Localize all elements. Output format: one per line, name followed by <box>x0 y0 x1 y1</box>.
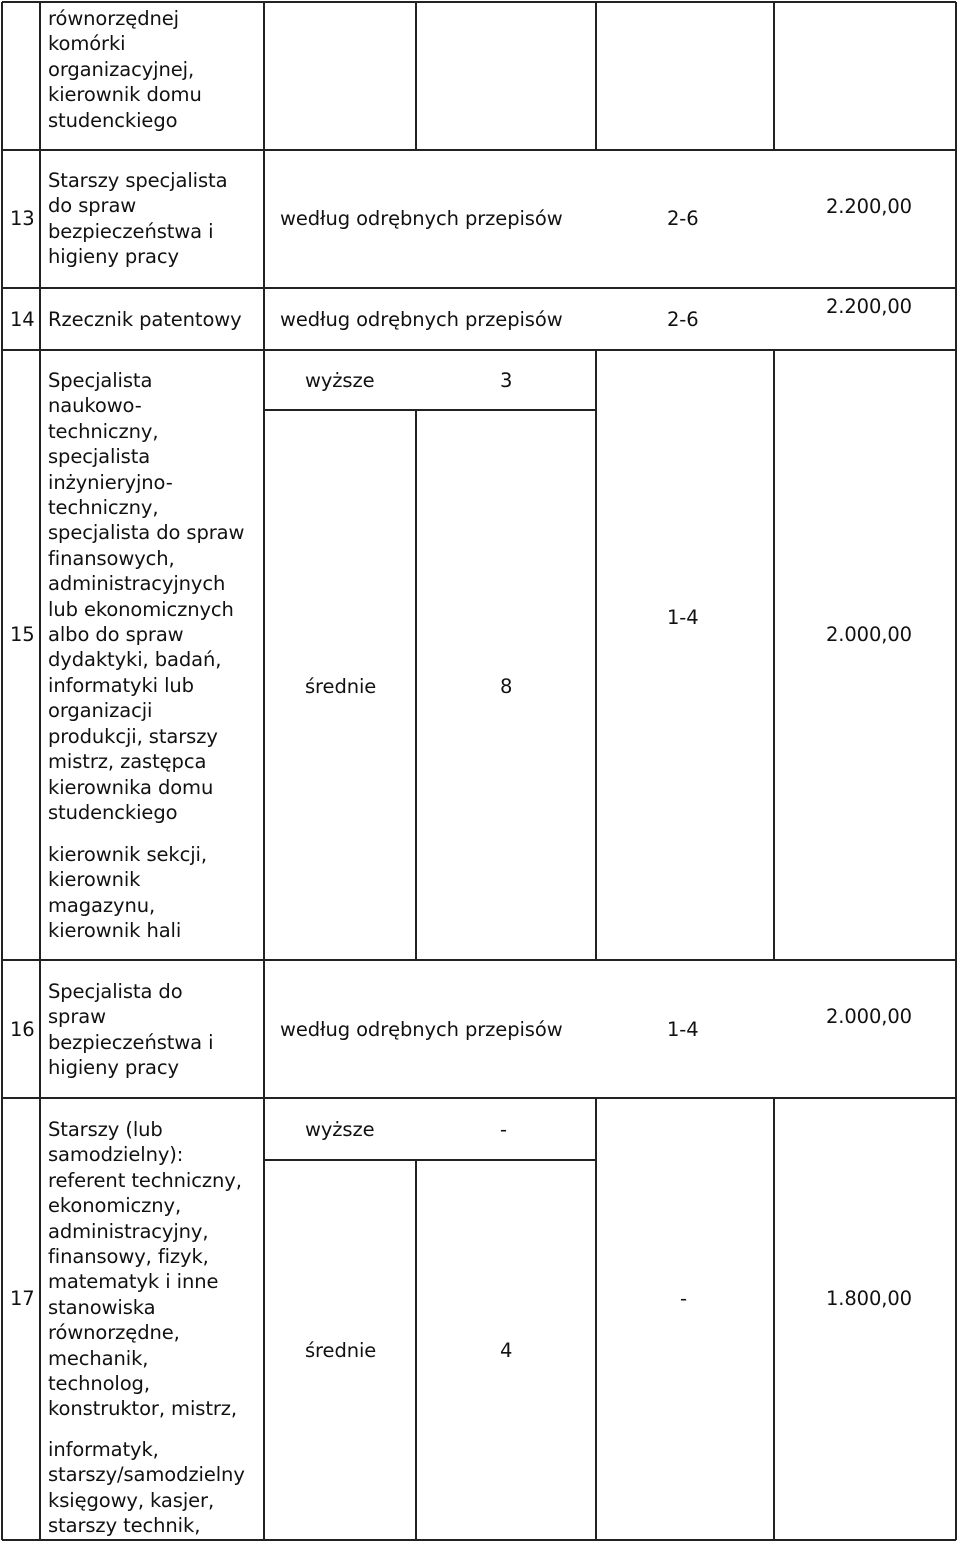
row-15-education-higher: wyższe <box>305 369 375 392</box>
row-15-number: 15 <box>10 623 35 646</box>
row-14-amount: 2.200,00 <box>825 295 912 318</box>
row-15-amount: 2.000,00 <box>825 623 912 646</box>
row-15-seniority-higher: 3 <box>500 369 513 392</box>
row-15-name: Specjalista naukowo- techniczny, specjalista inżynieryjno- techniczny, specjalista do spraw finansowych, administracyjnych lub ekonomicznych albo do spraw dydaktyki, badań, informatyki lub organizacji produkcji, starszy mistrz, zastępca kierownika domu studenckiego <box>48 369 245 824</box>
row-15-category: 1-4 <box>667 606 699 629</box>
row-15-seniority-secondary: 8 <box>500 675 513 698</box>
row-13-category: 2-6 <box>667 207 699 230</box>
row-14-category: 2-6 <box>667 308 699 331</box>
row-continuation-name: równorzędnej komórki organizacyjnej, kierownik domu studenckiego <box>48 7 202 132</box>
row-17-number: 17 <box>10 1287 35 1310</box>
row-13-requirements: według odrębnych przepisów <box>280 207 563 230</box>
row-13-name: Starszy specjalista do spraw bezpieczeństwa i higieny pracy <box>48 169 228 269</box>
row-17-seniority-higher: - <box>500 1118 507 1141</box>
row-17-amount: 1.800,00 <box>825 1287 912 1310</box>
row-14-requirements: według odrębnych przepisów <box>280 308 563 331</box>
row-14-name: Rzecznik patentowy <box>48 308 242 331</box>
row-15-name-extra: kierownik sekcji, kierownik magazynu, kierownik hali <box>48 843 207 943</box>
row-16-category: 1-4 <box>667 1018 699 1041</box>
row-16-amount: 2.000,00 <box>825 1005 912 1028</box>
row-17-education-secondary: średnie <box>305 1339 377 1362</box>
row-17-category: - <box>680 1287 687 1310</box>
row-17-name-extra: informatyk, starszy/samodzielny księgowy, kasjer, starszy technik, <box>48 1438 245 1538</box>
row-16-name: Specjalista do spraw bezpieczeństwa i higieny pracy <box>48 980 214 1080</box>
row-14-number: 14 <box>10 308 35 331</box>
row-16-requirements: według odrębnych przepisów <box>280 1018 563 1041</box>
row-17-education-higher: wyższe <box>305 1118 375 1141</box>
row-13-number: 13 <box>10 207 35 230</box>
row-17-name: Starszy (lub samodzielny): referent techniczny, ekonomiczny, administracyjny, finansowy, fizyk, matematyk i inne stanowiska równorzędne, mechanik, technolog, konstruktor, mistrz, <box>48 1118 242 1421</box>
row-15-education-secondary: średnie <box>305 675 377 698</box>
row-17-seniority-secondary: 4 <box>500 1339 513 1362</box>
row-16-number: 16 <box>10 1018 35 1041</box>
row-13-amount: 2.200,00 <box>825 195 912 218</box>
